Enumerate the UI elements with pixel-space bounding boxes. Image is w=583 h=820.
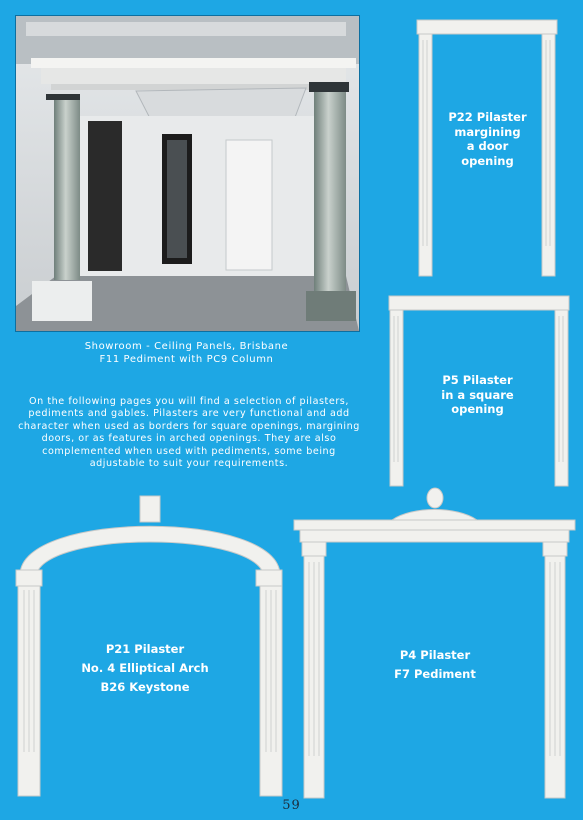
- photo-caption-line1: Showroom - Ceiling Panels, Brisbane: [84, 341, 289, 352]
- intro-paragraph: On the following pages you will find a selection of pilasters, pediments and gables. Pilasters are very functional and add character when used as borders for square openings, margining doors, or as features in arched openings. They are also complemented when used with pediments, some being adjustable to suit your requirements.: [18, 396, 360, 470]
- page-number: 59: [282, 798, 301, 813]
- p22-label-line3: a door: [466, 139, 509, 153]
- p22-label-line4: opening: [461, 153, 514, 168]
- p21-label: [60, 640, 230, 697]
- showroom-photo: [15, 15, 360, 332]
- p22-label-line1: P22 Pilaster: [448, 110, 527, 124]
- p5-label: [415, 373, 540, 417]
- p4-label: [365, 646, 505, 684]
- photo-caption: [15, 340, 358, 366]
- photo-caption-line2: F11 Pediment with PC9 Column: [99, 354, 274, 365]
- p5-label-line1: P5 Pilaster: [442, 373, 513, 387]
- p22-label: [430, 110, 545, 168]
- showroom-photo-illustration: [16, 16, 359, 331]
- p21-label-line3: B26 Keystone: [100, 680, 190, 694]
- p4-pediment-illustration: [292, 486, 577, 804]
- p5-label-line3: opening: [451, 402, 504, 416]
- p4-label-line2: F7 Pediment: [394, 667, 476, 681]
- p22-label-line2: margining: [454, 124, 521, 139]
- p21-label-line2: No. 4 Elliptical Arch: [81, 661, 209, 675]
- p4-label-line1: P4 Pilaster: [399, 648, 471, 662]
- p21-label-line1: P21 Pilaster: [105, 642, 185, 656]
- p5-label-line2: in a square: [441, 387, 514, 402]
